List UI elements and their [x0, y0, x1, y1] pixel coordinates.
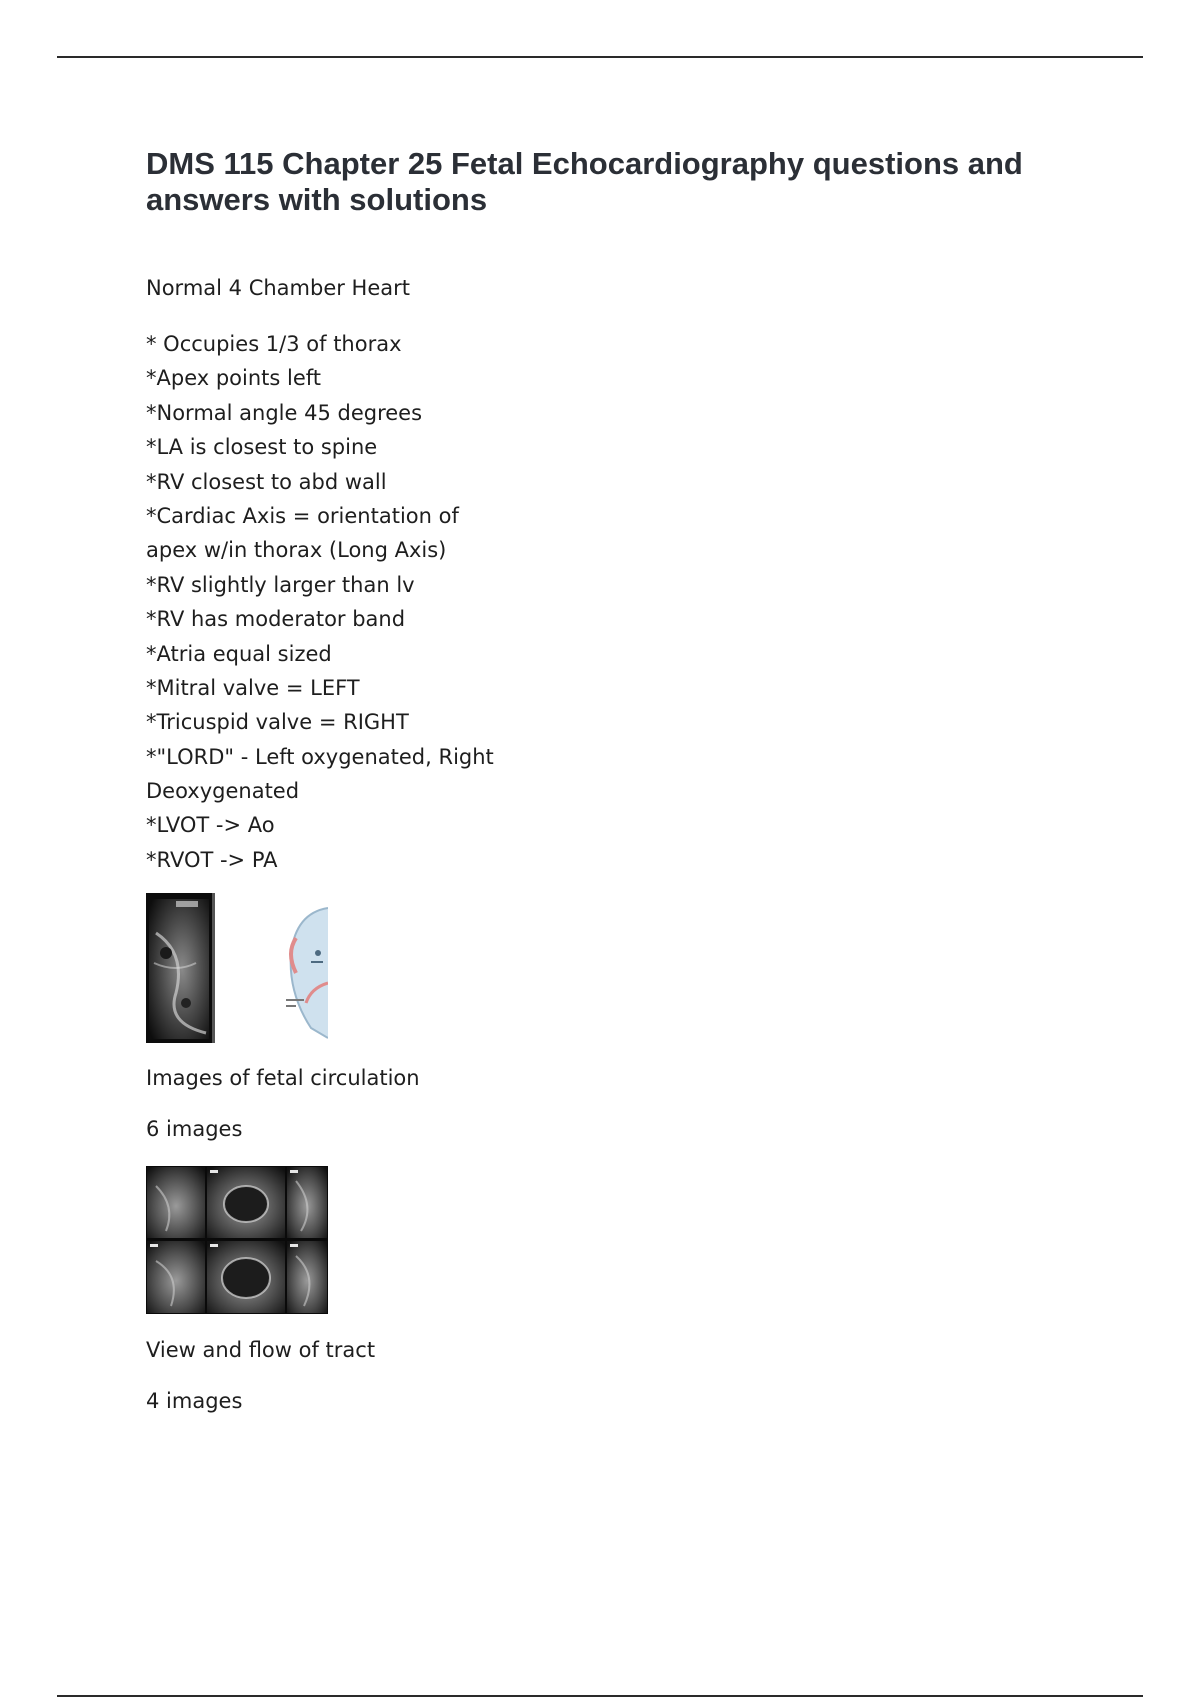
- list-item: Deoxygenated: [146, 779, 300, 804]
- list-item: *Tricuspid valve = RIGHT: [146, 710, 409, 735]
- list-item: apex w/in thorax (Long Axis): [146, 538, 447, 563]
- list-item: *Atria equal sized: [146, 641, 332, 666]
- image-count-view-flow-tract: 4 images: [146, 1389, 243, 1413]
- top-rule: [57, 56, 1143, 58]
- section-heading-view-flow-tract: View and flow of tract: [146, 1338, 376, 1362]
- list-item: *RV slightly larger than lv: [146, 572, 415, 597]
- list-item: *RVOT -> PA: [146, 847, 278, 872]
- fetal-circulation-image-grid[interactable]: [146, 1166, 328, 1314]
- list-item: *Mitral valve = LEFT: [146, 675, 360, 700]
- heart-facts-list: [146, 327, 494, 877]
- image-count-fetal-circulation: 6 images: [146, 1117, 243, 1141]
- list-item: *RV closest to abd wall: [146, 469, 387, 494]
- list-item: *Apex points left: [146, 366, 322, 391]
- list-item: *Normal angle 45 degrees: [146, 400, 423, 425]
- list-item: *Cardiac Axis = orientation of: [146, 503, 459, 528]
- list-item: *RV has moderator band: [146, 607, 406, 632]
- section-heading-fetal-circulation: Images of fetal circulation: [146, 1066, 420, 1090]
- document-title: DMS 115 Chapter 25 Fetal Echocardiography questions and answers with solutions: [146, 146, 1023, 217]
- list-item: *LVOT -> Ao: [146, 813, 275, 838]
- section-heading-normal-4-chamber: Normal 4 Chamber Heart: [146, 276, 410, 300]
- list-item: *LA is closest to spine: [146, 435, 378, 460]
- bottom-rule: [57, 1695, 1143, 1697]
- heart-ultrasound-thumbnail[interactable]: [146, 893, 328, 1043]
- list-item: * Occupies 1/3 of thorax: [146, 332, 402, 356]
- list-item: *"LORD" - Left oxygenated, Right: [146, 744, 494, 769]
